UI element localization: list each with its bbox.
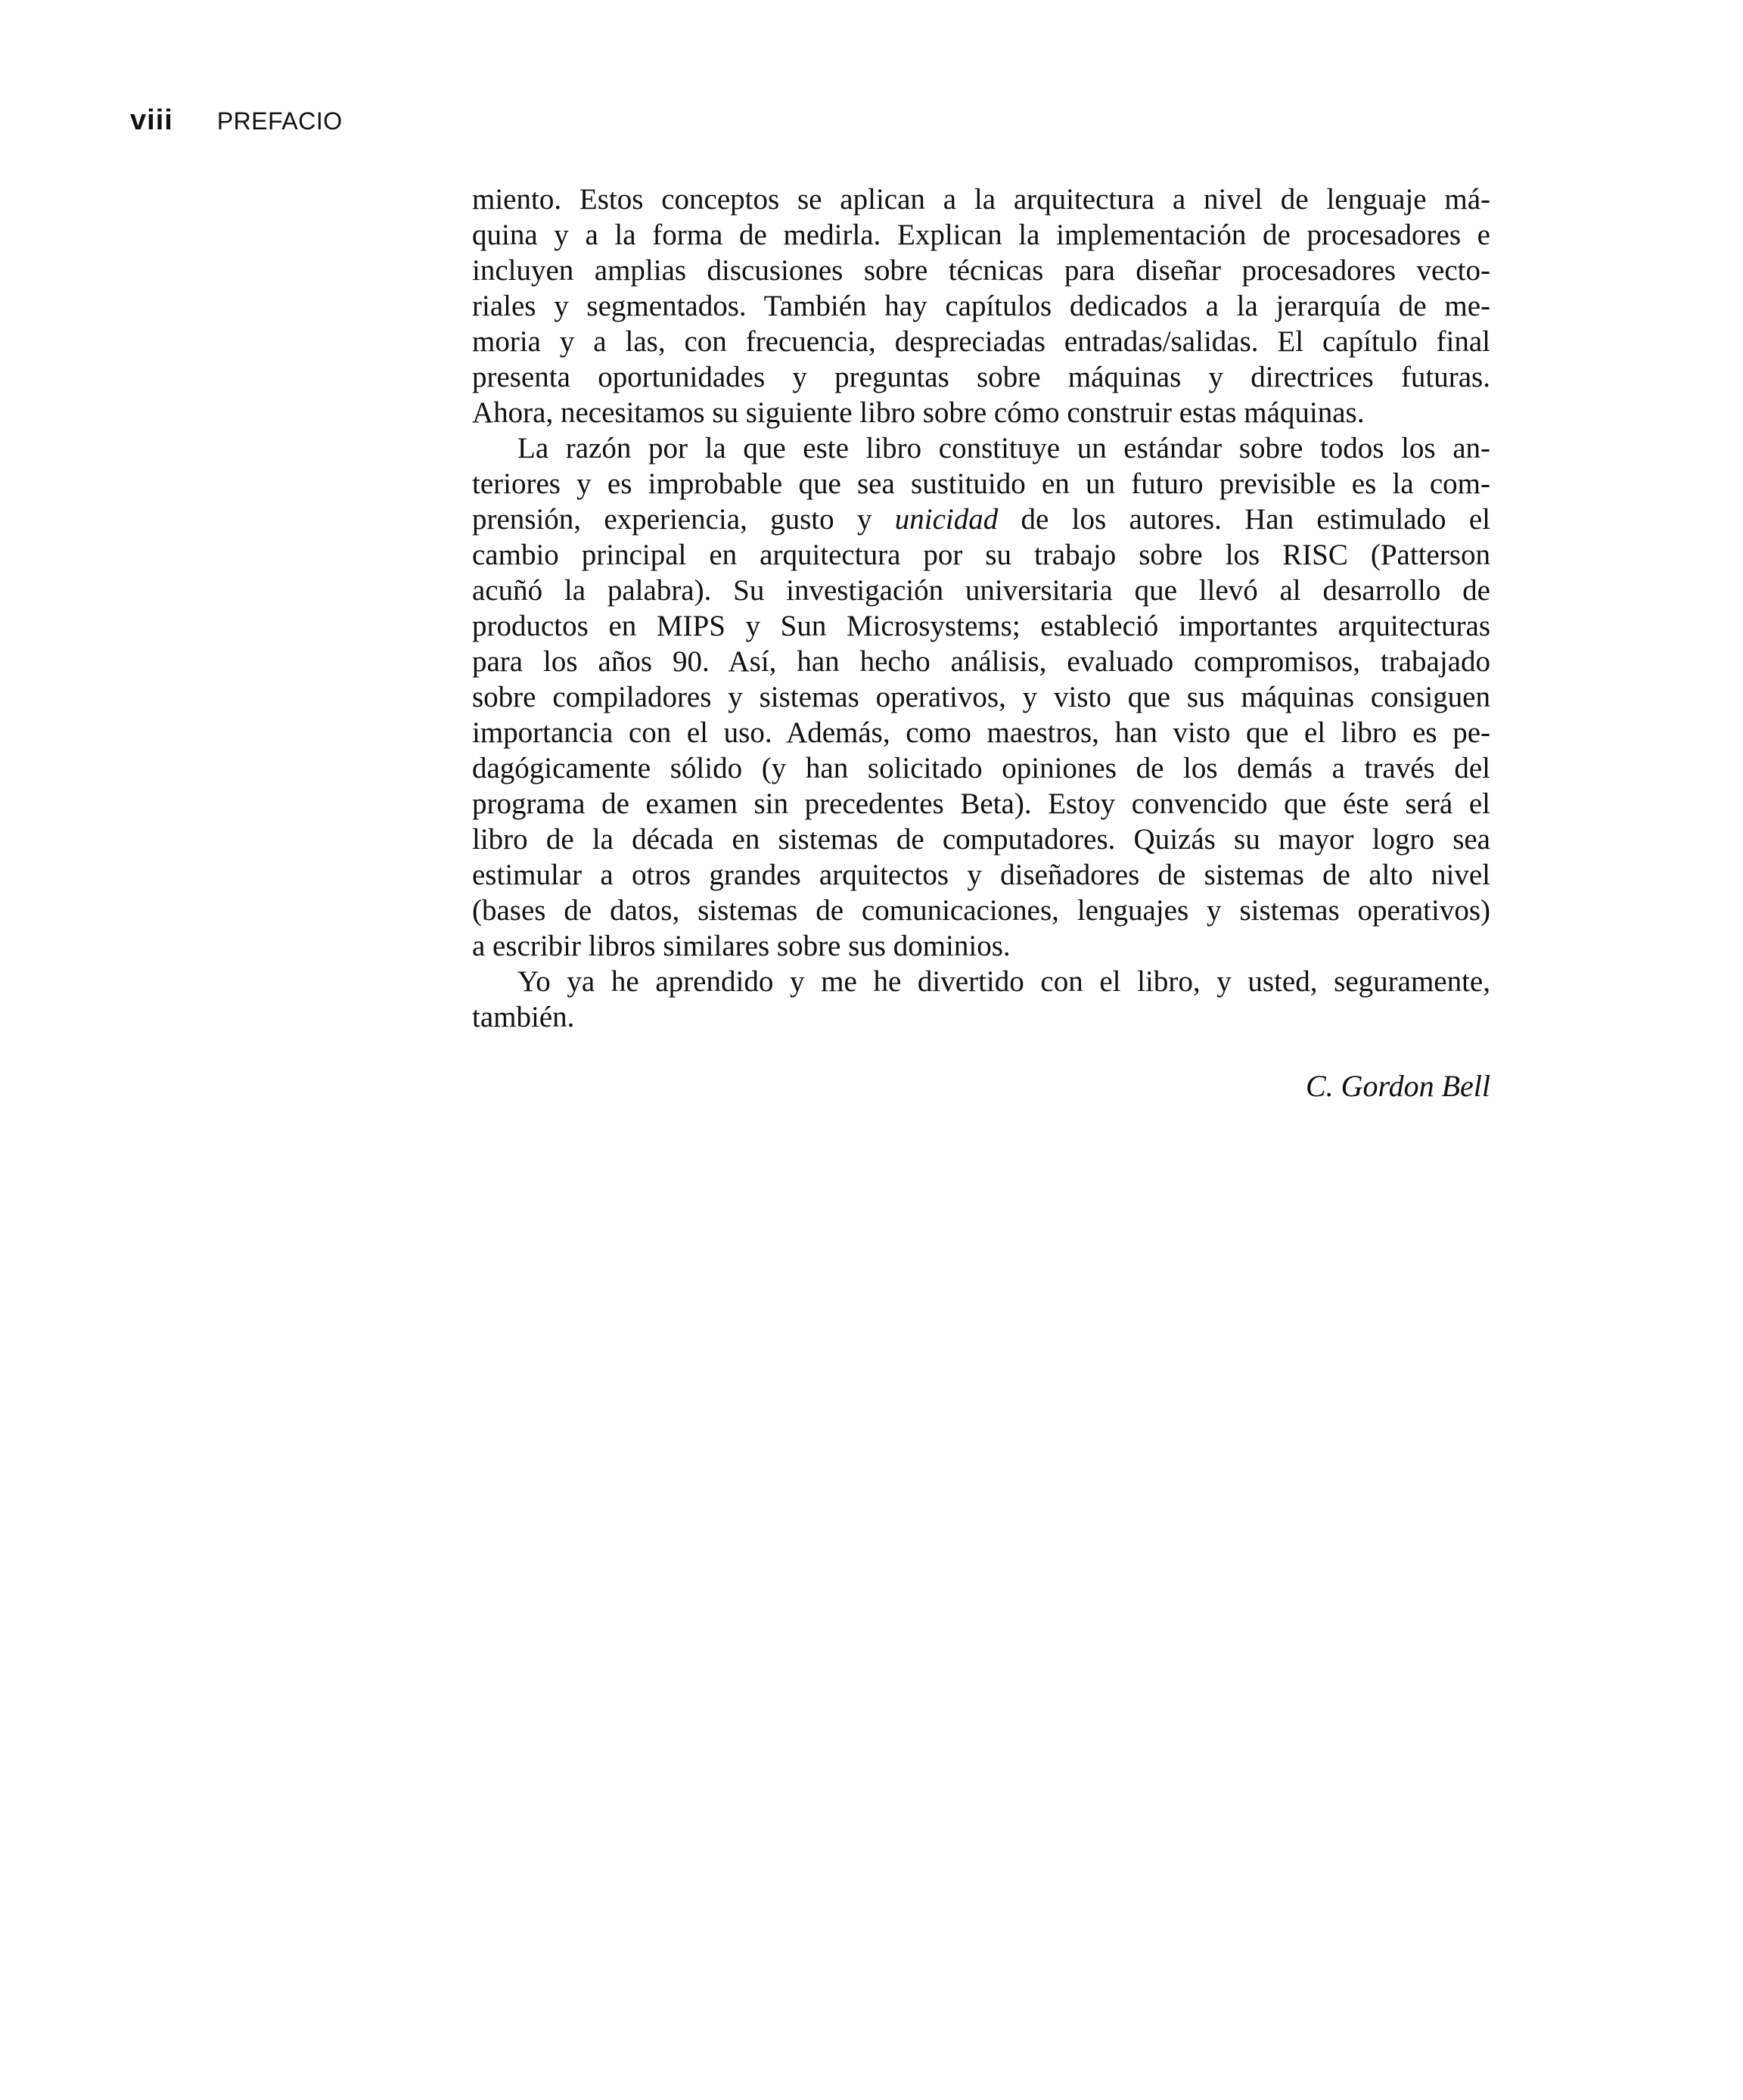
text-line: sobre compiladores y sistemas operativos, y visto que sus máquinas consiguen xyxy=(472,681,1490,713)
text-line: productos en MIPS y Sun Microsystems; estableció importantes arquitecturas xyxy=(472,610,1490,642)
text-line: programa de examen sin precedentes Beta). Estoy convencido que éste será el xyxy=(472,788,1490,820)
text-line: libro de la década en sistemas de computadores. Quizás su mayor logro sea xyxy=(472,823,1490,856)
signature: C. Gordon Bell xyxy=(1305,1069,1490,1103)
text-line: acuñó la palabra). Su investigación universitaria que llevó al desarrollo de xyxy=(472,574,1490,607)
text-line: moria y a las, con frecuencia, despreciadas entradas/salidas. El capítulo final xyxy=(472,325,1490,358)
text-line: cambio principal en arquitectura por su trabajo sobre los RISC (Patterson xyxy=(472,539,1490,571)
paragraph xyxy=(472,964,1490,1035)
text-line: quina y a la forma de medirla. Explican la implementación de procesadores e xyxy=(472,219,1490,251)
section-title: PREFACIO xyxy=(216,107,343,135)
text-line: dagógicamente sólido (y han solicitado opiniones de los demás a través del xyxy=(472,752,1490,784)
text-line: estimular a otros grandes arquitectos y diseñadores de sistemas de alto nivel xyxy=(472,859,1490,891)
text-line: incluyen amplias discusiones sobre técnicas para diseñar procesadores vecto- xyxy=(472,254,1490,287)
text-line: prensión, experiencia, gusto y unicidad de los autores. Han estimulado el xyxy=(472,503,1491,536)
emphasis: unicidad xyxy=(894,503,999,536)
text-line: (bases de datos, sistemas de comunicaciones, lenguajes y sistemas operativos) xyxy=(472,894,1490,927)
text-line: riales y segmentados. También hay capítulos dedicados a la jerarquía de me- xyxy=(472,290,1490,322)
text-line: presenta oportunidades y preguntas sobre máquinas y directrices futuras. xyxy=(472,361,1490,393)
text-line: Yo ya he aprendido y me he divertido con el libro, y usted, seguramente, xyxy=(517,965,1490,998)
paragraph xyxy=(472,182,1490,430)
text-line: La razón por la que este libro constituye un estándar sobre todos los an- xyxy=(517,432,1490,464)
text-line: a escribir libros similares sobre sus dominios. xyxy=(472,930,1011,962)
text-line: teriores y es improbable que sea sustituido en un futuro previsible es la com- xyxy=(472,468,1490,500)
page-number: viii xyxy=(130,104,173,136)
text-line: importancia con el uso. Además, como maestros, han visto que el libro es pe- xyxy=(472,716,1490,749)
text-line: también. xyxy=(472,1001,575,1033)
paragraph xyxy=(472,430,1490,964)
text-line: para los años 90. Así, han hecho análisis, evaluado compromisos, trabajado xyxy=(472,645,1490,678)
text-line: miento. Estos conceptos se aplican a la arquitectura a nivel de lenguaje má- xyxy=(472,183,1490,216)
text-line: Ahora, necesitamos su siguiente libro sobre cómo construir estas máquinas. xyxy=(472,396,1365,429)
body-text xyxy=(472,182,1490,1035)
running-head xyxy=(130,104,343,142)
